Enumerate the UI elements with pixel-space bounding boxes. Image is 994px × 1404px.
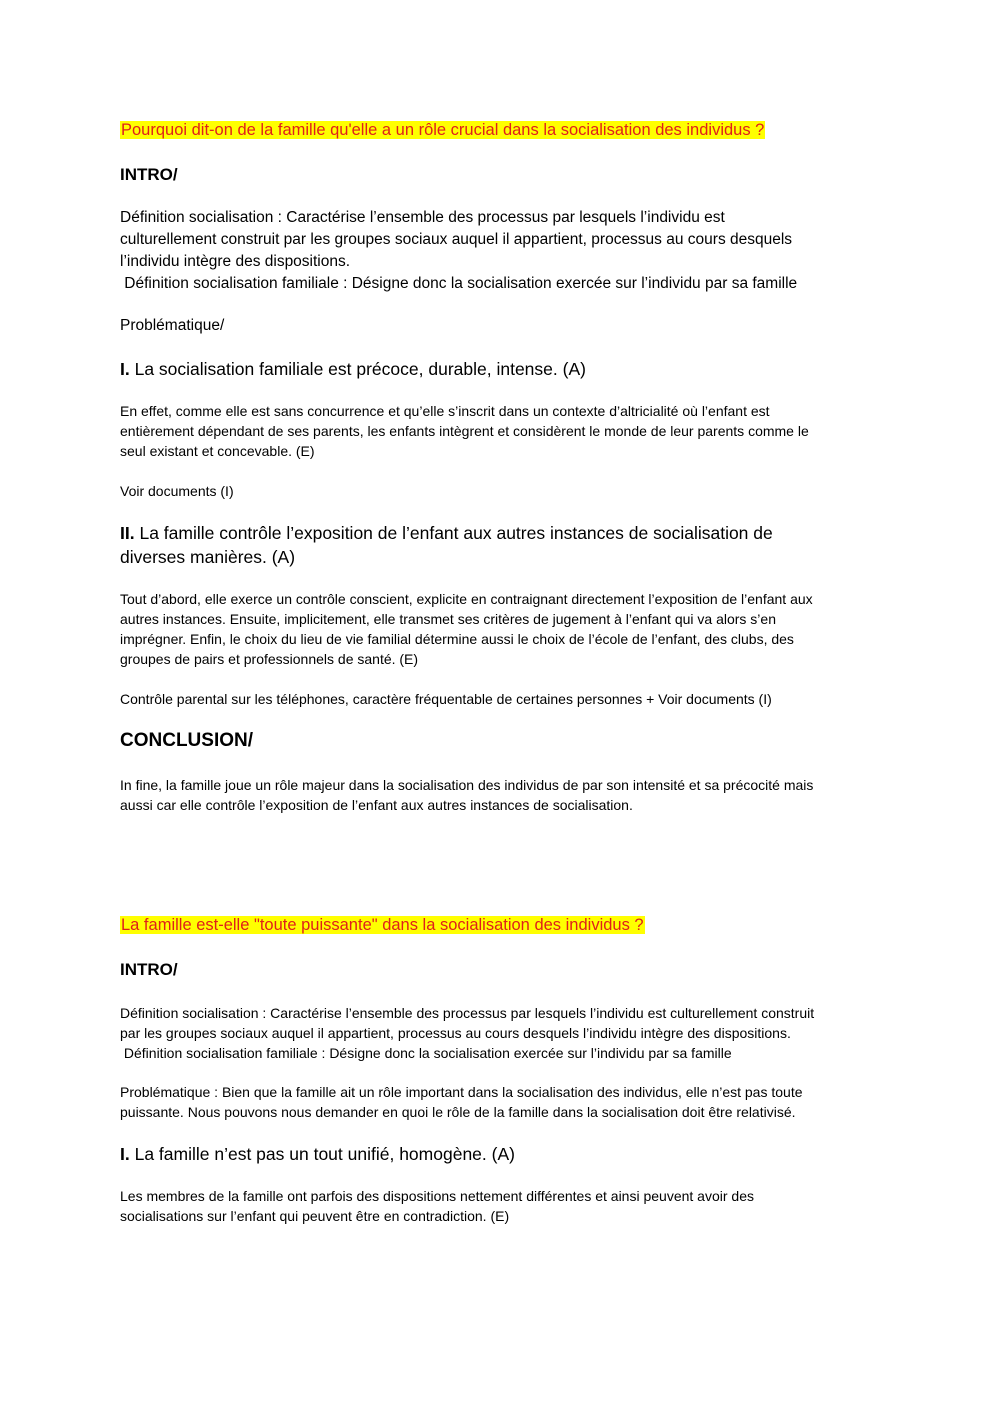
section-number: II.	[120, 523, 135, 543]
section-title: La socialisation familiale est précoce, durable, intense. (A)	[129, 359, 586, 379]
text-line: culturellement construit par les groupes sociaux auquel il appartient, processus au cours desquels	[120, 231, 793, 248]
section-1-2-heading	[120, 521, 870, 569]
section-title: La famille n’est pas un tout unifié, homogène. (A)	[129, 1144, 515, 1164]
text-line: l’individu intègre des dispositions.	[120, 253, 351, 270]
text-line: In fine, la famille joue un rôle majeur dans la socialisation des individus de par son intensité et sa précocité mais	[120, 777, 814, 793]
question-1-text: Pourquoi dit-on de la famille qu'elle a un rôle crucial dans la socialisation des individus ?	[121, 121, 765, 139]
text-line: aussi car elle contrôle l’exposition de l’enfant aux autres instances de socialisation.	[120, 797, 633, 813]
question-2-text: La famille est-elle "toute puissante" dans la socialisation des individus ?	[121, 916, 644, 934]
intro-heading-1: INTRO/	[120, 165, 178, 184]
section-1-1-illustration: Voir documents (I)	[120, 483, 234, 499]
text-line: Les membres de la famille ont parfois des dispositions nettement différentes et ainsi peuvent avoir des	[120, 1188, 754, 1204]
definition-socialisation-2	[120, 1003, 870, 1063]
section-title-line: La famille contrôle l’exposition de l’enfant aux autres instances de socialisation de	[134, 523, 773, 543]
question-2	[120, 914, 645, 936]
section-number: I.	[120, 359, 130, 379]
text-line: socialisations sur l’enfant qui peuvent être en contradiction. (E)	[120, 1208, 510, 1224]
conclusion-heading: CONCLUSION/	[120, 730, 253, 751]
section-1-1-heading	[120, 357, 870, 381]
text-line: Définition socialisation : Caractérise l’ensemble des processus par lesquels l’individu est culturellement construit	[120, 1005, 815, 1021]
text-line: groupes de pairs et professionnels de santé. (E)	[120, 651, 419, 667]
text-line: Tout d’abord, elle exerce un contrôle conscient, explicite en contraignant directement l’exposition de l’enfant aux	[120, 591, 813, 607]
text-line: puissante. Nous pouvons nous demander en quoi le rôle de la famille dans la socialisation doit être relativisé.	[120, 1104, 796, 1120]
text-line: autres instances. Ensuite, implicitement, elle transmet ses critères de jugement à l’enfant qui va alors s’en	[120, 611, 776, 627]
text-line: entièrement dépendant de ses parents, les enfants intègrent et considèrent le monde de leur parents comme le	[120, 423, 809, 439]
text-line: par les groupes sociaux auquel il appartient, processus au cours desquels l’individu intègre des dispositions.	[120, 1025, 791, 1041]
definition-familiale-1: Définition socialisation familiale : Désigne donc la socialisation exercée sur l’individu par sa famille	[120, 275, 798, 292]
text-line: seul existant et concevable. (E)	[120, 443, 315, 459]
problematique-2	[120, 1082, 870, 1122]
question-1	[120, 119, 765, 141]
section-title-line: diverses manières. (A)	[120, 547, 296, 567]
text-line: Définition socialisation : Caractérise l’ensemble des processus par lesquels l’individu est	[120, 209, 725, 226]
section-1-1-explanation	[120, 401, 870, 461]
section-2-1-explanation	[120, 1186, 870, 1226]
intro-heading-2: INTRO/	[120, 960, 178, 979]
text-line: En effet, comme elle est sans concurrence et qu’elle s’inscrit dans un contexte d’altricialité où l’enfant est	[120, 403, 770, 419]
section-1-2-illustration: Contrôle parental sur les téléphones, caractère fréquentable de certaines personnes + Voir documents (I)	[120, 691, 772, 707]
definition-familiale-2: Définition socialisation familiale : Désigne donc la socialisation exercée sur l’individu par sa famille	[120, 1045, 732, 1061]
definition-socialisation-1	[120, 207, 870, 295]
section-1-2-explanation	[120, 589, 870, 669]
section-number: I.	[120, 1144, 130, 1164]
text-line: Problématique : Bien que la famille ait un rôle important dans la socialisation des individus, elle n’est pas toute	[120, 1084, 803, 1100]
text-line: imprégner. Enfin, le choix du lieu de vie familial détermine aussi le choix de l’école de l’enfant, des clubs, des	[120, 631, 794, 647]
problematique-1: Problématique/	[120, 317, 225, 334]
conclusion-text	[120, 775, 870, 815]
section-2-1-heading	[120, 1142, 870, 1166]
